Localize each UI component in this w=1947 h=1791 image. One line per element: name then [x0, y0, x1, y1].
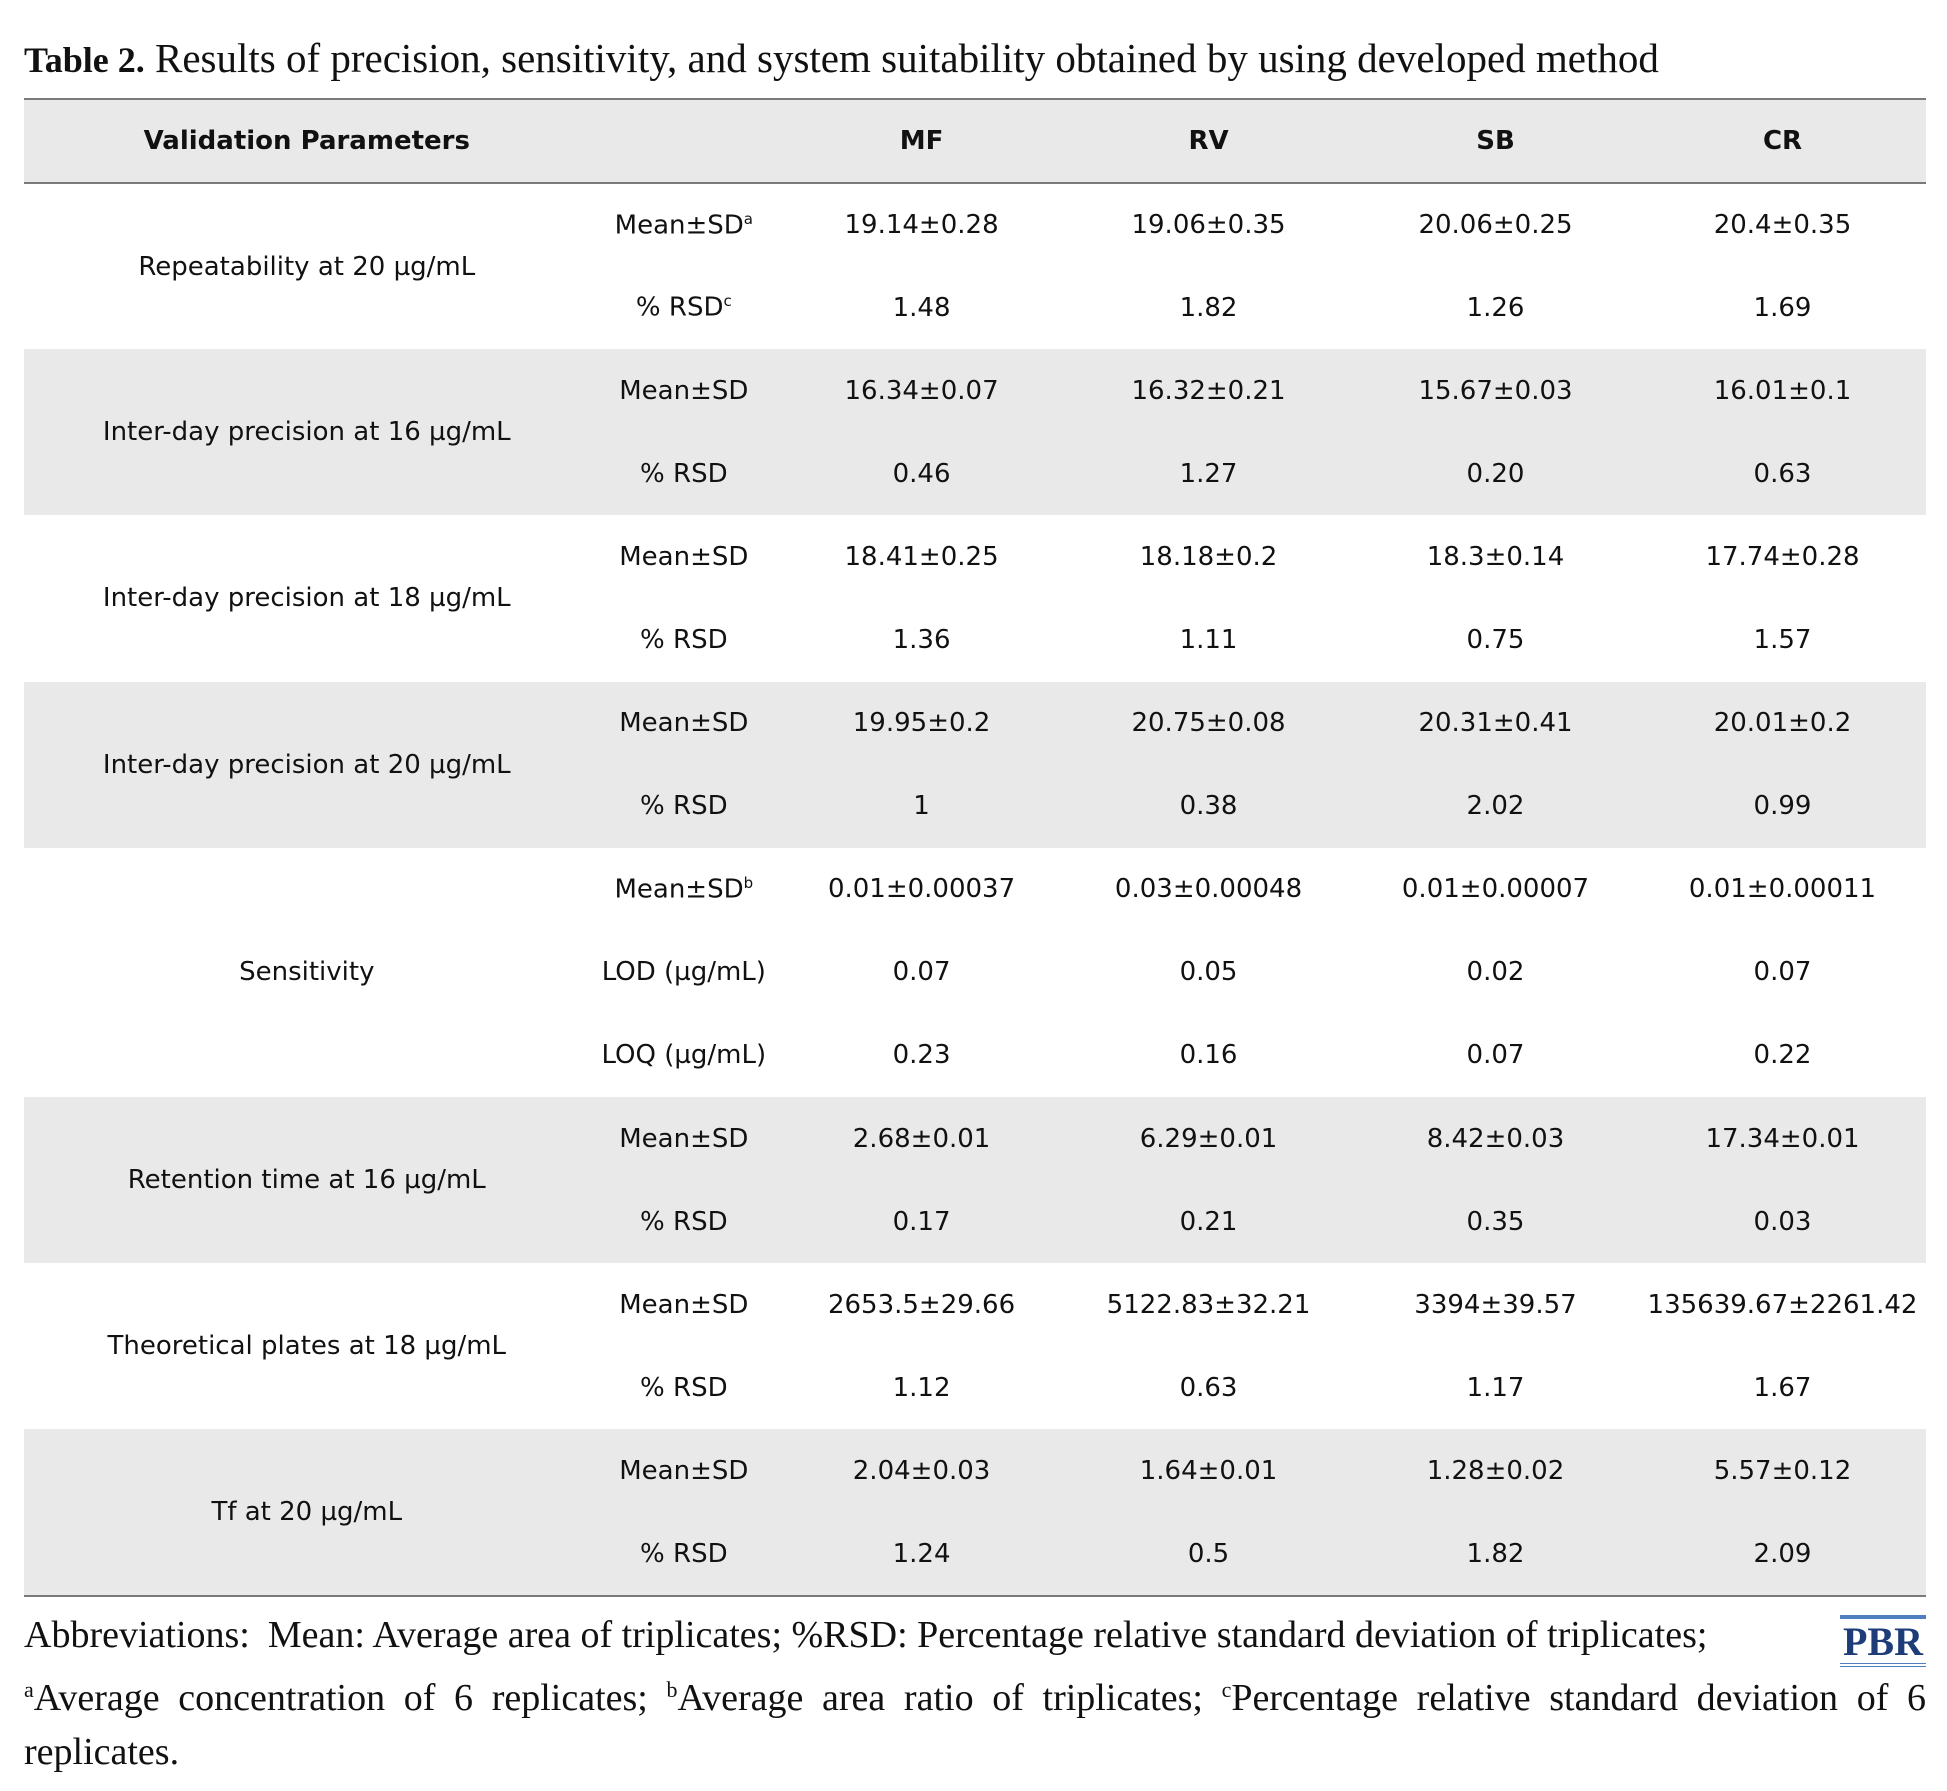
value-cell-mf: 1.36 — [892, 625, 951, 656]
page — [24, 0, 1926, 1779]
sub-parameter-label: Mean±SD — [619, 1123, 749, 1154]
sub-parameter — [590, 1346, 779, 1429]
parameter-group — [24, 349, 1926, 515]
value-cell-cr: 1.57 — [1753, 625, 1812, 656]
value-cell-cr: 0.99 — [1753, 791, 1812, 822]
sub-parameter-label: Mean±SD — [614, 210, 744, 241]
header-cr: CR — [1639, 99, 1926, 183]
footnote-marker: b — [743, 873, 754, 892]
value-cell-sb: 0.20 — [1466, 458, 1525, 489]
table-row — [24, 349, 1926, 432]
value-cell-cr: 20.01±0.2 — [1713, 708, 1852, 739]
value-cell-cr: 5.57±0.12 — [1713, 1455, 1852, 1486]
table-row — [24, 183, 1926, 266]
value-cell-rv: 16.32±0.21 — [1131, 375, 1286, 406]
value-cell-rv: 0.63 — [1179, 1372, 1238, 1403]
sub-parameter — [590, 1429, 779, 1512]
value-cell-sb: 3394±39.57 — [1414, 1289, 1577, 1320]
sub-parameter — [590, 1263, 779, 1346]
table-header-row — [24, 99, 1926, 183]
value-cell-mf: 0.46 — [892, 458, 951, 489]
value-cell-mf: 2653.5±29.66 — [827, 1289, 1016, 1320]
abbreviations-text: Mean: Average area of triplicates; %RSD: Percentage relative standard deviation of triplicates; — [267, 1613, 1708, 1656]
value-cell-rv: 20.75±0.08 — [1131, 708, 1286, 739]
value-cell-mf: 2.04±0.03 — [852, 1455, 991, 1486]
results-table — [24, 98, 1926, 1597]
value-cell-sb: 1.17 — [1466, 1372, 1525, 1403]
table-caption — [24, 30, 1926, 86]
value-cell-cr: 20.4±0.35 — [1713, 210, 1852, 241]
value-cell-sb: 1.26 — [1466, 292, 1525, 323]
value-cell-rv: 1.82 — [1179, 292, 1238, 323]
sub-parameter — [590, 931, 779, 1014]
value-cell-rv: 0.05 — [1179, 957, 1238, 988]
value-cell-rv: 1.11 — [1179, 625, 1238, 656]
value-cell-mf: 2.68±0.01 — [852, 1123, 991, 1154]
value-cell-mf: 19.95±0.2 — [852, 708, 991, 739]
table-row — [24, 1263, 1926, 1346]
value-cell-sb: 0.75 — [1466, 625, 1525, 656]
value-cell-rv: 0.16 — [1179, 1040, 1238, 1071]
value-cell-rv: 0.03±0.00048 — [1114, 874, 1303, 905]
sub-parameter-label: % RSD — [635, 292, 724, 323]
value-cell-cr: 1.67 — [1753, 1372, 1812, 1403]
abbreviations-label: Abbreviations: — [24, 1613, 250, 1656]
header-sub-parameter — [590, 99, 779, 183]
sub-parameter — [590, 765, 779, 848]
value-cell-mf: 1 — [913, 791, 930, 822]
sub-parameter-label: % RSD — [640, 791, 728, 822]
value-cell-mf: 16.34±0.07 — [844, 375, 999, 406]
value-cell-sb: 1.82 — [1466, 1538, 1525, 1569]
value-cell-sb: 18.3±0.14 — [1426, 541, 1565, 572]
sub-parameter-label: Mean±SD — [619, 375, 749, 406]
header-sb: SB — [1352, 99, 1639, 183]
value-cell-cr: 0.01±0.00011 — [1688, 874, 1877, 905]
footnote-notes — [24, 1671, 1926, 1779]
caption-label: Table 2. — [24, 40, 145, 80]
value-cell-rv: 0.38 — [1179, 791, 1238, 822]
value-cell-cr: 17.74±0.28 — [1705, 541, 1860, 572]
value-cell-rv: 1.64±0.01 — [1139, 1455, 1278, 1486]
sub-parameter — [590, 598, 779, 681]
note-text-a: Average concentration of 6 replicates; — [33, 1676, 667, 1719]
header-mf: MF — [778, 99, 1065, 183]
sub-parameter — [590, 1097, 779, 1180]
header-validation-parameters: Validation Parameters — [24, 99, 590, 183]
value-cell-sb: 0.07 — [1466, 1040, 1525, 1071]
parameter-group — [24, 1429, 1926, 1595]
value-cell-mf: 0.07 — [892, 957, 951, 988]
table-row — [24, 1429, 1926, 1512]
value-cell-cr: 17.34±0.01 — [1705, 1123, 1860, 1154]
parameter-group — [24, 1263, 1926, 1429]
sub-parameter — [590, 266, 779, 349]
parameter-name: Inter-day precision at 16 µg/mL — [102, 417, 511, 448]
parameter-group — [24, 515, 1926, 681]
value-cell-cr: 0.07 — [1753, 957, 1812, 988]
sub-parameter — [590, 682, 779, 765]
value-cell-cr: 0.03 — [1753, 1206, 1812, 1237]
value-cell-mf: 19.14±0.28 — [844, 210, 999, 241]
sub-parameter-label: % RSD — [640, 625, 728, 656]
value-cell-sb: 2.02 — [1466, 791, 1525, 822]
parameter-group — [24, 848, 1926, 1097]
table-row — [24, 515, 1926, 598]
sub-parameter — [590, 1513, 779, 1596]
sub-parameter — [590, 183, 779, 266]
value-cell-mf: 1.12 — [892, 1372, 951, 1403]
sub-parameter-label: LOD (µg/mL) — [601, 957, 766, 988]
header-rv: RV — [1065, 99, 1352, 183]
sub-parameter — [590, 1014, 779, 1097]
value-cell-mf: 0.23 — [892, 1040, 951, 1071]
value-cell-sb: 15.67±0.03 — [1418, 375, 1573, 406]
parameter-name: Repeatability at 20 µg/mL — [138, 251, 476, 282]
sub-parameter — [590, 848, 779, 931]
value-cell-mf: 0.17 — [892, 1206, 951, 1237]
sub-parameter-label: % RSD — [640, 458, 728, 489]
value-cell-sb: 20.31±0.41 — [1418, 708, 1573, 739]
table-row — [24, 848, 1926, 931]
value-cell-mf: 1.48 — [892, 292, 951, 323]
parameter-name: Inter-day precision at 20 µg/mL — [102, 749, 511, 780]
sub-parameter-label: Mean±SD — [619, 1289, 749, 1320]
table-row — [24, 1097, 1926, 1180]
table-footnote — [24, 1607, 1926, 1779]
value-cell-mf: 1.24 — [892, 1538, 951, 1569]
value-cell-sb: 8.42±0.03 — [1426, 1123, 1565, 1154]
value-cell-rv: 19.06±0.35 — [1131, 210, 1286, 241]
sub-parameter-label: % RSD — [640, 1538, 728, 1569]
sub-parameter-label: LOQ (µg/mL) — [601, 1040, 767, 1071]
sub-parameter-label: Mean±SD — [619, 1455, 749, 1486]
value-cell-cr: 1.69 — [1753, 292, 1812, 323]
value-cell-sb: 0.01±0.00007 — [1401, 874, 1590, 905]
value-cell-cr: 16.01±0.1 — [1713, 375, 1852, 406]
footnote-marker: a — [743, 209, 753, 228]
note-text-c: Percentage relative standard deviation of 6 replicates. — [24, 1676, 1926, 1773]
sub-parameter-label: Mean±SD — [619, 708, 749, 739]
value-cell-rv: 0.21 — [1179, 1206, 1238, 1237]
value-cell-mf: 0.01±0.00037 — [827, 874, 1016, 905]
sub-parameter — [590, 1180, 779, 1263]
table-row — [24, 682, 1926, 765]
sub-parameter-label: % RSD — [640, 1372, 728, 1403]
sub-parameter — [590, 349, 779, 432]
note-mark-c: c — [1221, 1676, 1232, 1702]
value-cell-rv: 6.29±0.01 — [1139, 1123, 1278, 1154]
value-cell-cr: 0.63 — [1753, 458, 1812, 489]
parameter-group — [24, 183, 1926, 349]
note-mark-a: a — [24, 1676, 34, 1702]
abbreviations-line — [24, 1607, 1926, 1663]
sub-parameter-label: % RSD — [640, 1206, 728, 1237]
parameter-name: Theoretical plates at 18 µg/mL — [107, 1331, 507, 1362]
parameter-name: Sensitivity — [239, 957, 375, 988]
parameter-group — [24, 682, 1926, 848]
parameter-name: Tf at 20 µg/mL — [211, 1497, 403, 1527]
sub-parameter-label: Mean±SD — [614, 874, 744, 905]
sub-parameter — [590, 515, 779, 598]
sub-parameter — [590, 432, 779, 515]
value-cell-cr: 135639.67±2261.42 — [1647, 1289, 1918, 1320]
parameter-name: Retention time at 16 µg/mL — [127, 1165, 486, 1196]
value-cell-cr: 0.22 — [1753, 1040, 1812, 1071]
caption-text: Results of precision, sensitivity, and system suitability obtained by using developed method — [144, 35, 1659, 81]
value-cell-rv: 18.18±0.2 — [1139, 541, 1278, 572]
value-cell-rv: 1.27 — [1179, 458, 1238, 489]
parameter-name: Inter-day precision at 18 µg/mL — [102, 583, 511, 614]
value-cell-sb: 0.02 — [1466, 957, 1525, 988]
value-cell-sb: 0.35 — [1466, 1206, 1525, 1237]
value-cell-sb: 20.06±0.25 — [1418, 210, 1573, 241]
value-cell-sb: 1.28±0.02 — [1426, 1455, 1565, 1486]
sub-parameter-label: Mean±SD — [619, 541, 749, 572]
pbr-logo: PBR — [1840, 1615, 1926, 1667]
value-cell-cr: 2.09 — [1753, 1538, 1812, 1569]
parameter-group — [24, 1097, 1926, 1263]
note-text-b: Average area ratio of triplicates; — [677, 1676, 1222, 1719]
note-mark-b: b — [666, 1676, 678, 1702]
footnote-marker: c — [723, 292, 732, 311]
value-cell-rv: 0.5 — [1187, 1538, 1230, 1569]
value-cell-rv: 5122.83±32.21 — [1106, 1289, 1311, 1320]
value-cell-mf: 18.41±0.25 — [844, 541, 999, 572]
